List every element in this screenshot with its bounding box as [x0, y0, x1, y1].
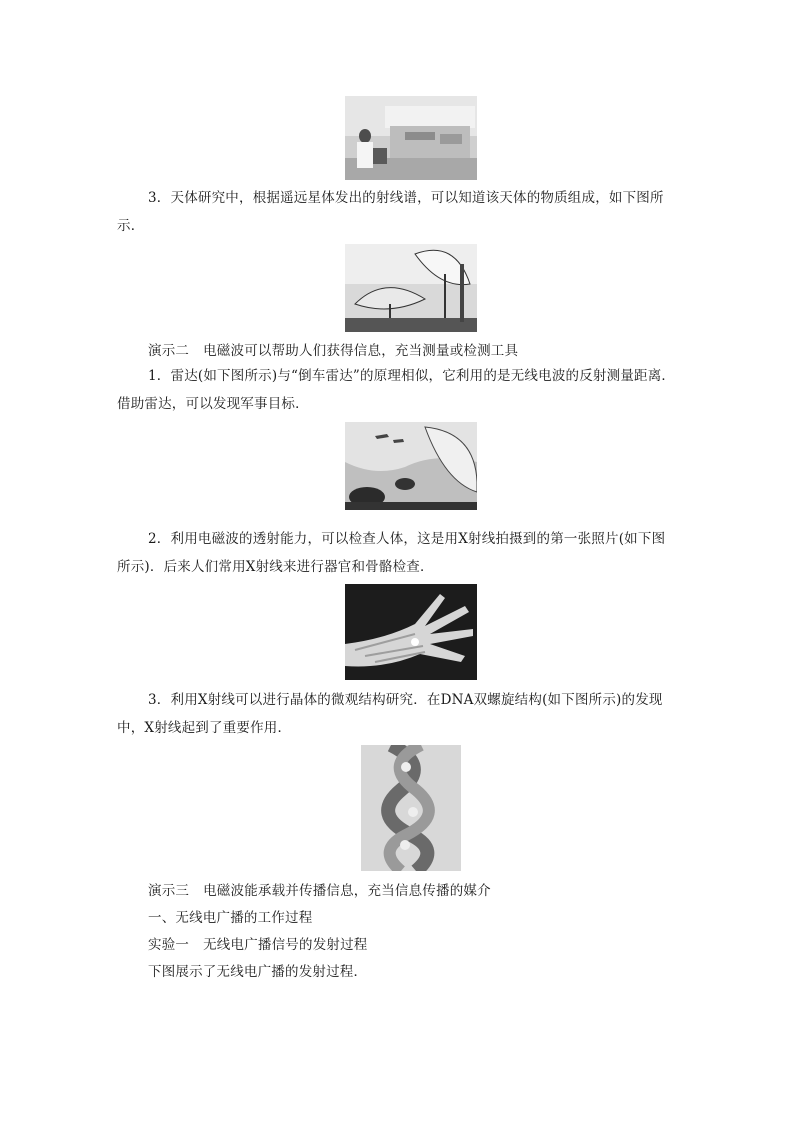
demo2-title-text: 电磁波可以帮助人们获得信息，充当测量或检测工具: [203, 343, 519, 359]
demo2-label: 演示二: [148, 343, 190, 359]
experiment-label: 实验一: [148, 937, 190, 953]
experiment-text: 无线电广播信号的发射过程: [203, 937, 368, 953]
heading-radio-broadcast: 一、无线电广播的工作过程: [148, 910, 313, 926]
para-celestial-research: 3．天体研究中，根据遥远星体发出的射线谱，可以知道该天体的物质组成，如下图所示．: [117, 190, 664, 234]
experiment-title: [148, 934, 368, 956]
demo2-title: [148, 340, 518, 362]
radio-telescope-photo: [345, 244, 477, 332]
lab-photo: [345, 96, 477, 180]
dna-model-photo: [361, 745, 461, 871]
demo3-label: 演示三: [148, 883, 190, 899]
broadcast-intro: 下图展示了无线电广播的发射过程．: [148, 964, 368, 980]
demo3-title-text: 电磁波能承载并传播信息，充当信息传播的媒介: [203, 883, 491, 899]
para-dna-research: 3．利用X射线可以进行晶体的微观结构研究．在DNA双螺旋结构(如下图所示)的发现中，X射线起到了重要作用．: [117, 692, 663, 736]
para-radar: 1．雷达(如下图所示)与“倒车雷达”的原理相似，它利用的是无线电波的反射测量距离．借助雷达，可以发现军事目标．: [117, 368, 676, 412]
demo3-title: [148, 880, 491, 902]
para-xray-inspection: 2．利用电磁波的透射能力，可以检查人体，这是用X射线拍摄到的第一张照片(如下图所示)．后来人们常用X射线来进行器官和骨骼检查．: [117, 531, 666, 575]
radar-photo: [345, 422, 477, 510]
xray-hand-photo: [345, 584, 477, 680]
